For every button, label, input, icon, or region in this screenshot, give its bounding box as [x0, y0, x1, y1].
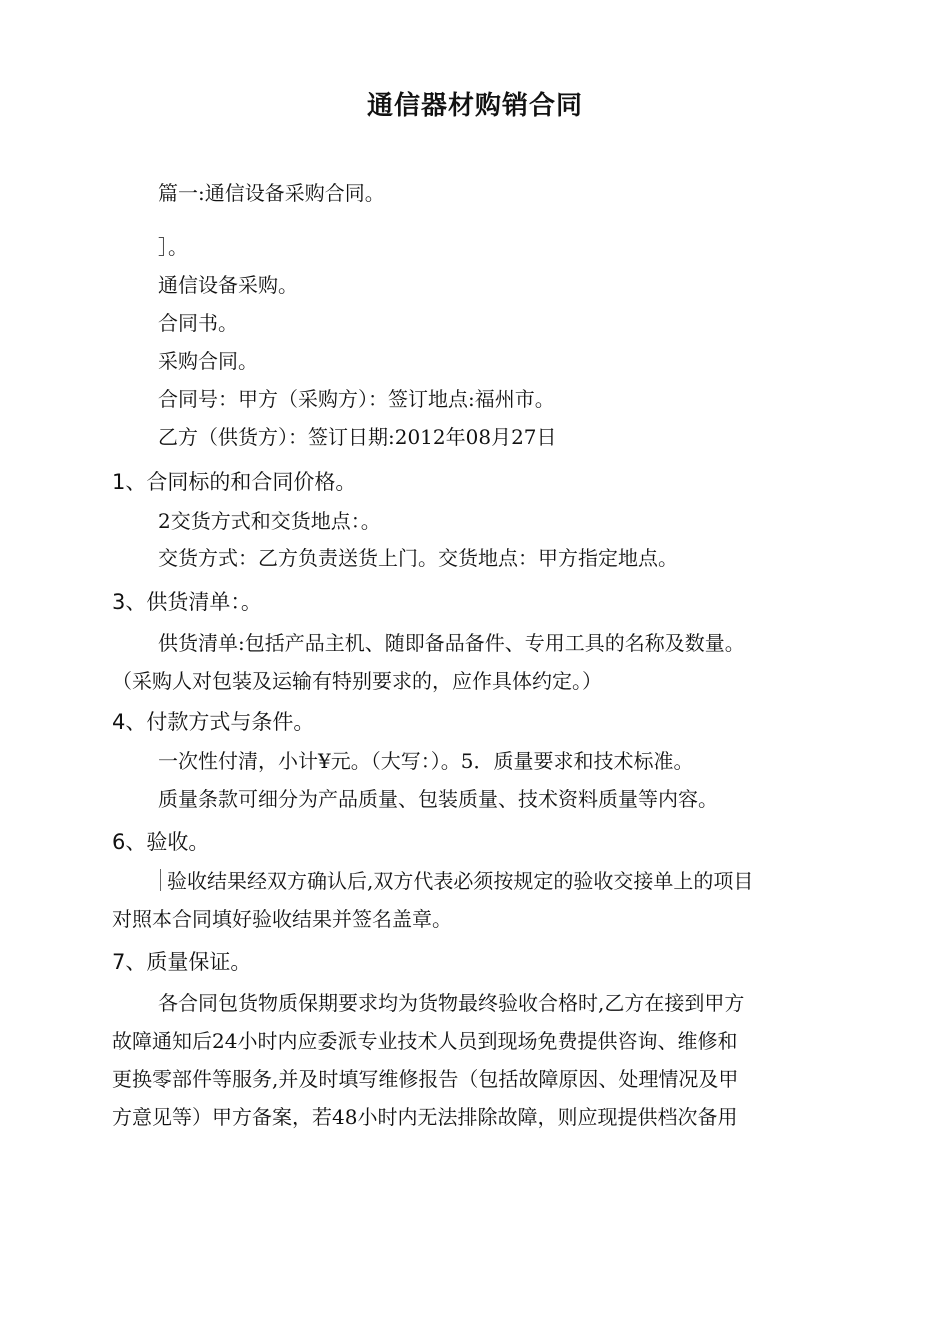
text-line: 交货方式：乙方负责送货上门。交货地点：甲方指定地点。: [158, 546, 678, 570]
text-line: 更换零部件等服务,并及时填写维修报告（包括故障原因、处理情况及甲: [112, 1067, 739, 1091]
section-heading: 7、质量保证。: [112, 950, 252, 974]
text-line: 合同号：甲方（采购方）：签订地点:福州市。: [158, 387, 555, 411]
text-line: 故障通知后24小时内应委派专业技术人员到现场免费提供咨询、维修和: [112, 1029, 738, 1053]
document-title: 通信器材购销合同: [366, 91, 583, 121]
text-line: 2交货方式和交货地点：。: [158, 509, 381, 533]
text-line: [160, 866, 753, 896]
text-line: 通信设备采购。: [158, 273, 298, 297]
section-heading: 1、合同标的和合同价格。: [112, 470, 357, 494]
text-line: 对照本合同填好验收结果并签名盖章。: [112, 907, 452, 931]
text-line: 方意见等）甲方备案，若48小时内无法排除故障，则应现提供档次备用: [112, 1105, 738, 1129]
section-heading: 4、付款方式与条件。: [112, 710, 315, 734]
text-line: 乙方（供货方）：签订日期:2012年08月27日: [158, 425, 557, 449]
text-line: 合同书。: [158, 311, 238, 335]
section-heading: 6、验收。: [112, 830, 210, 854]
text-line: 各合同包货物质保期要求均为货物最终验收合格时,乙方在接到甲方: [158, 991, 745, 1015]
text-line: 采购合同。: [158, 349, 258, 373]
text-line: 一次性付清，小计¥元。（大写：）。5．质量要求和技术标准。: [158, 749, 694, 773]
text-span: 验收结果经双方确认后,双方代表必须按规定的验收交接单上的项目: [167, 869, 754, 893]
cursor-bar: [160, 869, 161, 891]
text-line: 篇一:通信设备采购合同。: [158, 181, 385, 205]
text-line: ］。: [158, 235, 188, 259]
text-line: （采购人对包装及运输有特别要求的，应作具体约定。）: [112, 669, 602, 693]
text-line: 质量条款可细分为产品质量、包装质量、技术资料质量等内容。: [158, 787, 718, 811]
section-heading: 3、供货清单：。: [112, 590, 262, 614]
text-line: 供货清单:包括产品主机、随即备品备件、专用工具的名称及数量。: [158, 631, 745, 655]
